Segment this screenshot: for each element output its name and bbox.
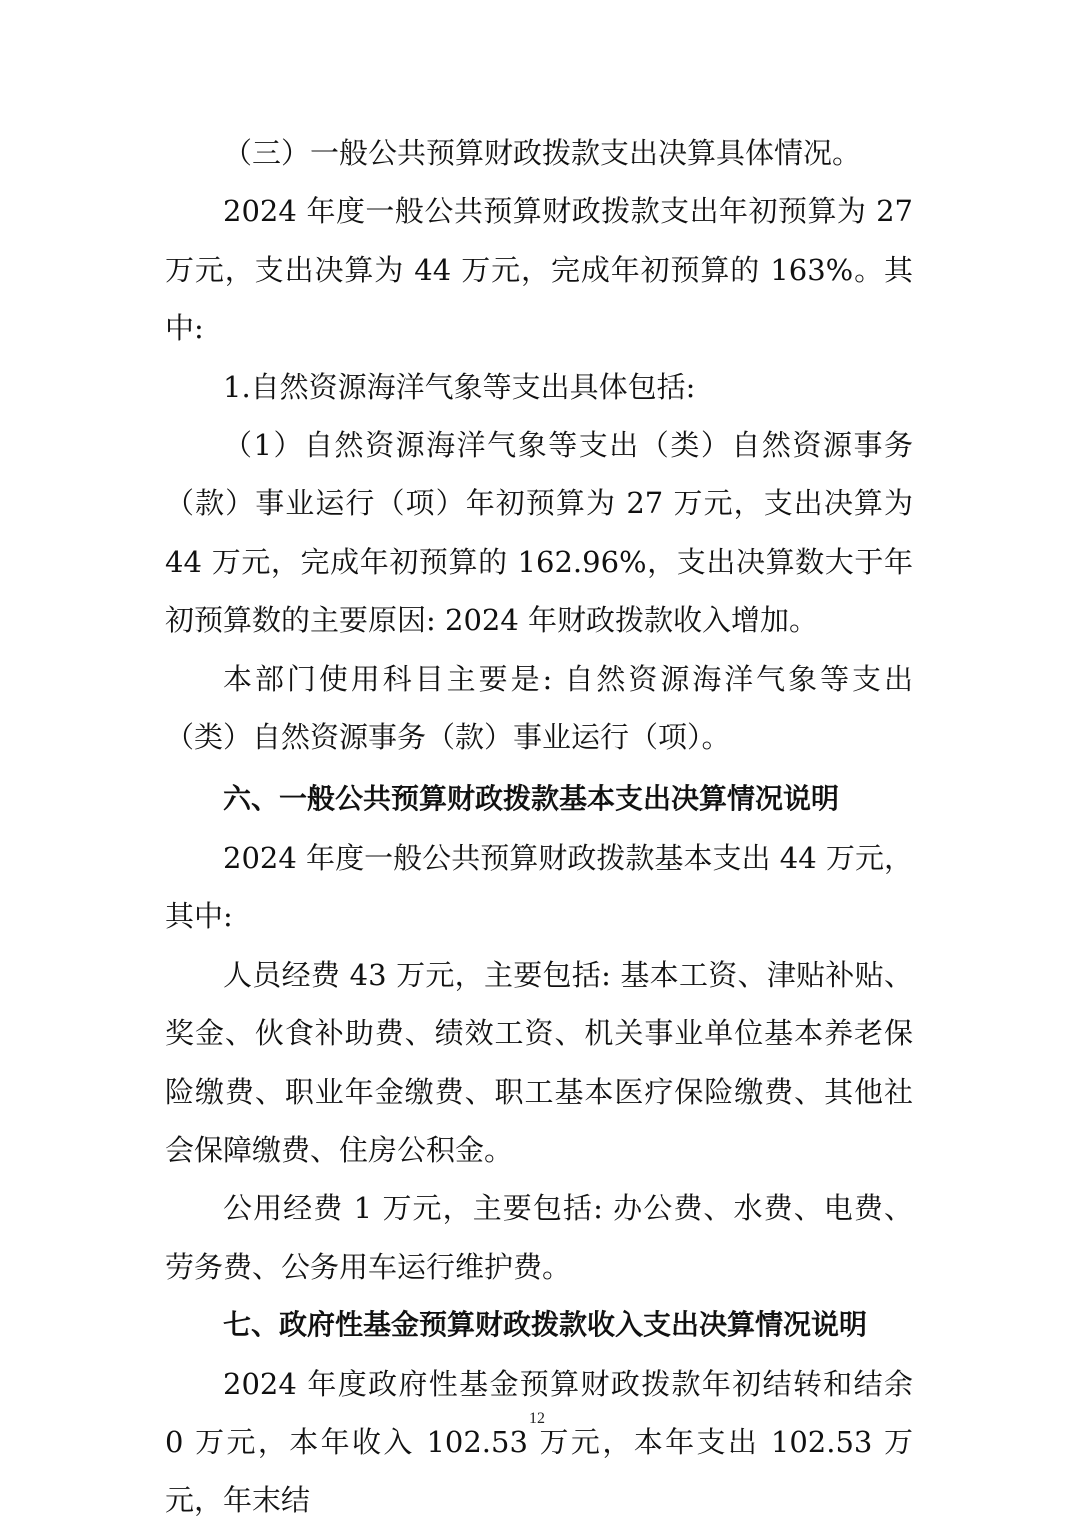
paragraph-personnel-expense: 人员经费 43 万元，主要包括: 基本工资、津贴补贴、奖金、伙食补助费、绩效工资、机关事业单位基本养老保险缴费、职业年金缴费、职工基本医疗保险缴费、其他社会保障缴费、住房公积金。 — [165, 957, 913, 1167]
paragraph-item-1-1: （1）自然资源海洋气象等支出（类）自然资源事务（款）事业运行（项）年初预算为 27 万元，支出决算为 44 万元，完成年初预算的 162.96%，支出决算数大于年初预算数的主要原因: 2024 年财政拨款收入增加。 — [165, 428, 913, 638]
section-heading-6: 六、一般公共预算财政拨款基本支出决算情况说明 — [223, 782, 840, 816]
section-heading-7: 七、政府性基金预算财政拨款收入支出决算情况说明 — [223, 1308, 868, 1342]
paragraph-subjects: 本部门使用科目主要是: 自然资源海洋气象等支出（类）自然资源事务（款）事业运行（项）。 — [165, 661, 913, 755]
paragraph-basic-expenditure: 2024 年度一般公共预算财政拨款基本支出 44 万元，其中: — [165, 840, 913, 934]
page-number: 12 — [529, 1410, 545, 1427]
paragraph-budget-summary: 2024 年度一般公共预算财政拨款支出年初预算为 27 万元，支出决算为 44 万元，完成年初预算的 163%。其中: — [165, 194, 913, 346]
document-body — [165, 124, 913, 1530]
subsection-heading: （三）一般公共预算财政拨款支出决算具体情况。 — [223, 136, 862, 170]
paragraph-public-expense: 公用经费 1 万元，主要包括: 办公费、水费、电费、劳务费、公务用车运行维护费。 — [165, 1191, 913, 1284]
paragraph-fund-budget: 2024 年度政府性基金预算财政拨款年初结转和结余 0 万元，本年收入 102.53 万元，本年支出 102.53 万元，年末结 — [165, 1366, 913, 1518]
paragraph-item-1: 1.自然资源海洋气象等支出具体包括: — [223, 369, 696, 404]
